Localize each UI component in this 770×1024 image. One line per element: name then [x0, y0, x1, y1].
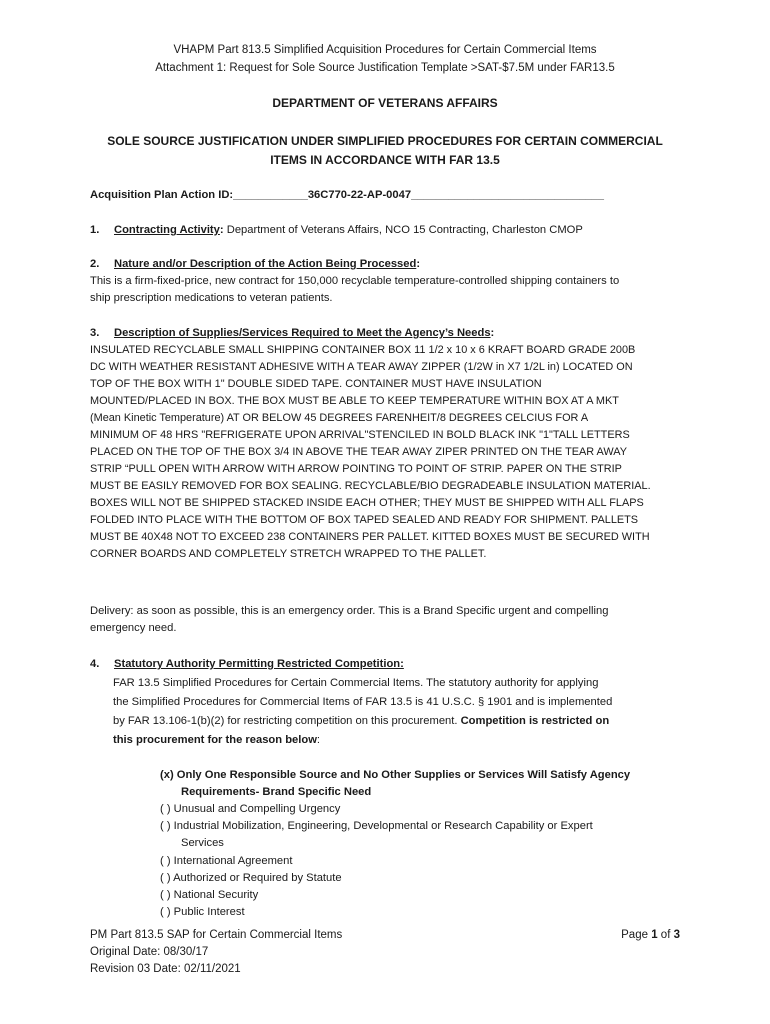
description-line: TOP OF THE BOX WITH 1" DOUBLE SIDED TAPE. CONTAINER MUST HAVE INSULATION	[90, 378, 542, 390]
option-label: Authorized or Required by Statute	[173, 872, 342, 884]
description-line: STRIP “PULL OPEN WITH ARROW WITH ARROW POINTING TO POINT OF STRIP. PAPER ON THE STRIP	[90, 463, 622, 475]
footer-line2: Original Date: 08/30/17	[90, 946, 209, 958]
section-2-heading: Nature and/or Description of the Action Being Processed	[114, 258, 417, 270]
department-title: DEPARTMENT OF VETERANS AFFAIRS	[272, 96, 498, 110]
description-line: BOXES WILL NOT BE SHIPPED STACKED INSIDE EACH OTHER; THEY MUST BE SHIPPED WITH ALL FLAPS	[90, 497, 644, 509]
section-3-heading-line	[90, 325, 678, 342]
reason-option[interactable]	[160, 818, 680, 852]
section-4-line1: FAR 13.5 Simplified Procedures for Certain Commercial Items. The statutory authority for applying	[113, 677, 599, 689]
section-4-heading: Statutory Authority Permitting Restricted Competition:	[114, 658, 404, 670]
acquisition-plan-id	[90, 187, 678, 204]
section-4-line4-colon: :	[316, 734, 321, 746]
option-checkbox: ( )	[160, 906, 171, 918]
page-mid: of	[657, 929, 674, 941]
description-line: MOUNTED/PLACED IN BOX. THE BOX MUST BE ABLE TO KEEP TEMPERATURE WITHIN BOX AT A MKT	[90, 395, 619, 407]
option-label: International Agreement	[173, 855, 293, 867]
option-label: Unusual and Compelling Urgency	[173, 803, 341, 815]
section-1-colon: :	[219, 224, 224, 236]
section-1	[90, 222, 678, 239]
section-4-heading-line	[90, 656, 678, 673]
reason-option[interactable]	[160, 904, 680, 921]
section-4-line3	[113, 713, 678, 730]
description-line: DC WITH WEATHER RESISTANT ADHESIVE WITH A TEAR AWAY ZIPPER (1/2W in X7 1/2L in) LOCATED ON	[90, 361, 633, 373]
footer-line3: Revision 03 Date: 02/11/2021	[90, 963, 241, 975]
delivery-line2: emergency need.	[90, 622, 177, 634]
option-checkbox: ( )	[160, 820, 171, 832]
acq-plan-label: Acquisition Plan Action ID:____________	[90, 189, 308, 201]
delivery-line1: Delivery: as soon as possible, this is an emergency order. This is a Brand Specific urgent and compelling	[90, 605, 609, 617]
footer	[90, 927, 680, 978]
page-current: 1	[651, 929, 658, 941]
description-line: PLACED ON THE TOP OF THE BOX 3/4 IN ABOVE THE TEAR AWAY ZIPER PRINTED ON THE TEAR AWAY	[90, 446, 628, 458]
section-4-line3-bold: Competition is restricted on	[460, 715, 610, 727]
description-line: MINIMUM OF 48 HRS "REFRIGERATE UPON ARRIVAL"STENCILED IN BOLD BLACK INK "1"TALL LETTERS	[90, 429, 630, 441]
section-4-number: 4.	[90, 658, 100, 670]
option-label-continuation: Services	[181, 837, 224, 849]
option-label: Industrial Mobilization, Engineering, Developmental or Research Capability or Expert	[173, 820, 593, 832]
acq-plan-trail: _______________________________	[411, 189, 604, 201]
page-number	[621, 927, 680, 944]
main-title-line1: SOLE SOURCE JUSTIFICATION UNDER SIMPLIFIED PROCEDURES FOR CERTAIN COMMERCIAL	[107, 134, 663, 148]
section-2-text: This is a firm-fixed-price, new contract for 150,000 recyclable temperature-controlled shipping containers to ship prescription medications to veteran patients.	[90, 275, 620, 304]
section-4-line4	[113, 732, 678, 749]
selected-reason-line2: Requirements- Brand Specific Need	[181, 786, 372, 798]
option-checkbox: ( )	[160, 889, 171, 901]
section-1-heading: Contracting Activity	[114, 224, 220, 236]
description-line: (Mean Kinetic Temperature) AT OR BELOW 45 DEGREES FARENHEIT/8 DEGREES CELCIUS FOR A	[90, 412, 589, 424]
running-header-line2: Attachment 1: Request for Sole Source Justification Template >SAT-$7.5M under FAR13.5	[155, 62, 615, 74]
running-header-line1: VHAPM Part 813.5 Simplified Acquisition Procedures for Certain Commercial Items	[173, 44, 597, 56]
option-checkbox: ( )	[160, 872, 171, 884]
description-line: MUST BE 40X48 NOT TO EXCEED 238 CONTAINERS PER PALLET. KITTED BOXES MUST BE SECURED WITH	[90, 531, 650, 543]
reason-option[interactable]	[160, 853, 680, 870]
description-line: FOLDED INTO PLACE WITH THE BOTTOM OF BOX TAPED SEALED AND READY FOR SHIPMENT. PALLETS	[90, 514, 639, 526]
option-checkbox: ( )	[160, 803, 171, 815]
page-total: 3	[673, 929, 680, 941]
reason-option[interactable]	[160, 870, 680, 887]
section-1-text: Department of Veterans Affairs, NCO 15 Contracting, Charleston CMOP	[223, 224, 583, 236]
option-label: National Security	[173, 889, 259, 901]
section-3-number: 3.	[90, 327, 100, 339]
section-3-colon: :	[490, 327, 495, 339]
section-2-number: 2.	[90, 258, 100, 270]
description-line: CORNER BOARDS AND COMPLETELY STRETCH WRAPPED TO THE PALLET.	[90, 548, 487, 560]
description-line: INSULATED RECYCLABLE SMALL SHIPPING CONTAINER BOX 11 1/2 x 10 x 6 KRAFT BOARD GRADE 200B	[90, 344, 636, 356]
option-label: Public Interest	[173, 906, 245, 918]
section-4-line3-text: by FAR 13.106-1(b)(2) for restricting competition on this procurement.	[113, 715, 461, 727]
section-4-line2: the Simplified Procedures for Commercial Items of FAR 13.5 is 41 U.S.C. § 1901 and is implemented	[113, 696, 613, 708]
selected-reason-line1: (x) Only One Responsible Source and No Other Supplies or Services Will Satisfy Agency	[160, 769, 631, 781]
reason-option[interactable]	[160, 801, 680, 818]
reason-option[interactable]	[160, 887, 680, 904]
option-checkbox: ( )	[160, 855, 171, 867]
main-title-line2: ITEMS IN ACCORDANCE WITH FAR 13.5	[270, 153, 500, 167]
description-line: MUST BE EASILY REMOVED FOR BOX SEALING. RECYCLABLE/BIO DEGRADEABLE INSULATION MATERIAL.	[90, 480, 651, 492]
section-2-heading-line	[90, 256, 678, 273]
page-prefix: Page	[621, 929, 652, 941]
section-3-heading: Description of Supplies/Services Required to Meet the Agency’s Needs	[114, 327, 491, 339]
section-2-colon: :	[416, 258, 421, 270]
footer-line1: PM Part 813.5 SAP for Certain Commercial Items	[90, 929, 343, 941]
acq-plan-value: 36C770-22-AP-0047	[307, 189, 412, 201]
section-1-number: 1.	[90, 224, 100, 236]
section-4-line4-bold: this procurement for the reason below	[113, 734, 317, 746]
section-3-description	[90, 342, 690, 563]
